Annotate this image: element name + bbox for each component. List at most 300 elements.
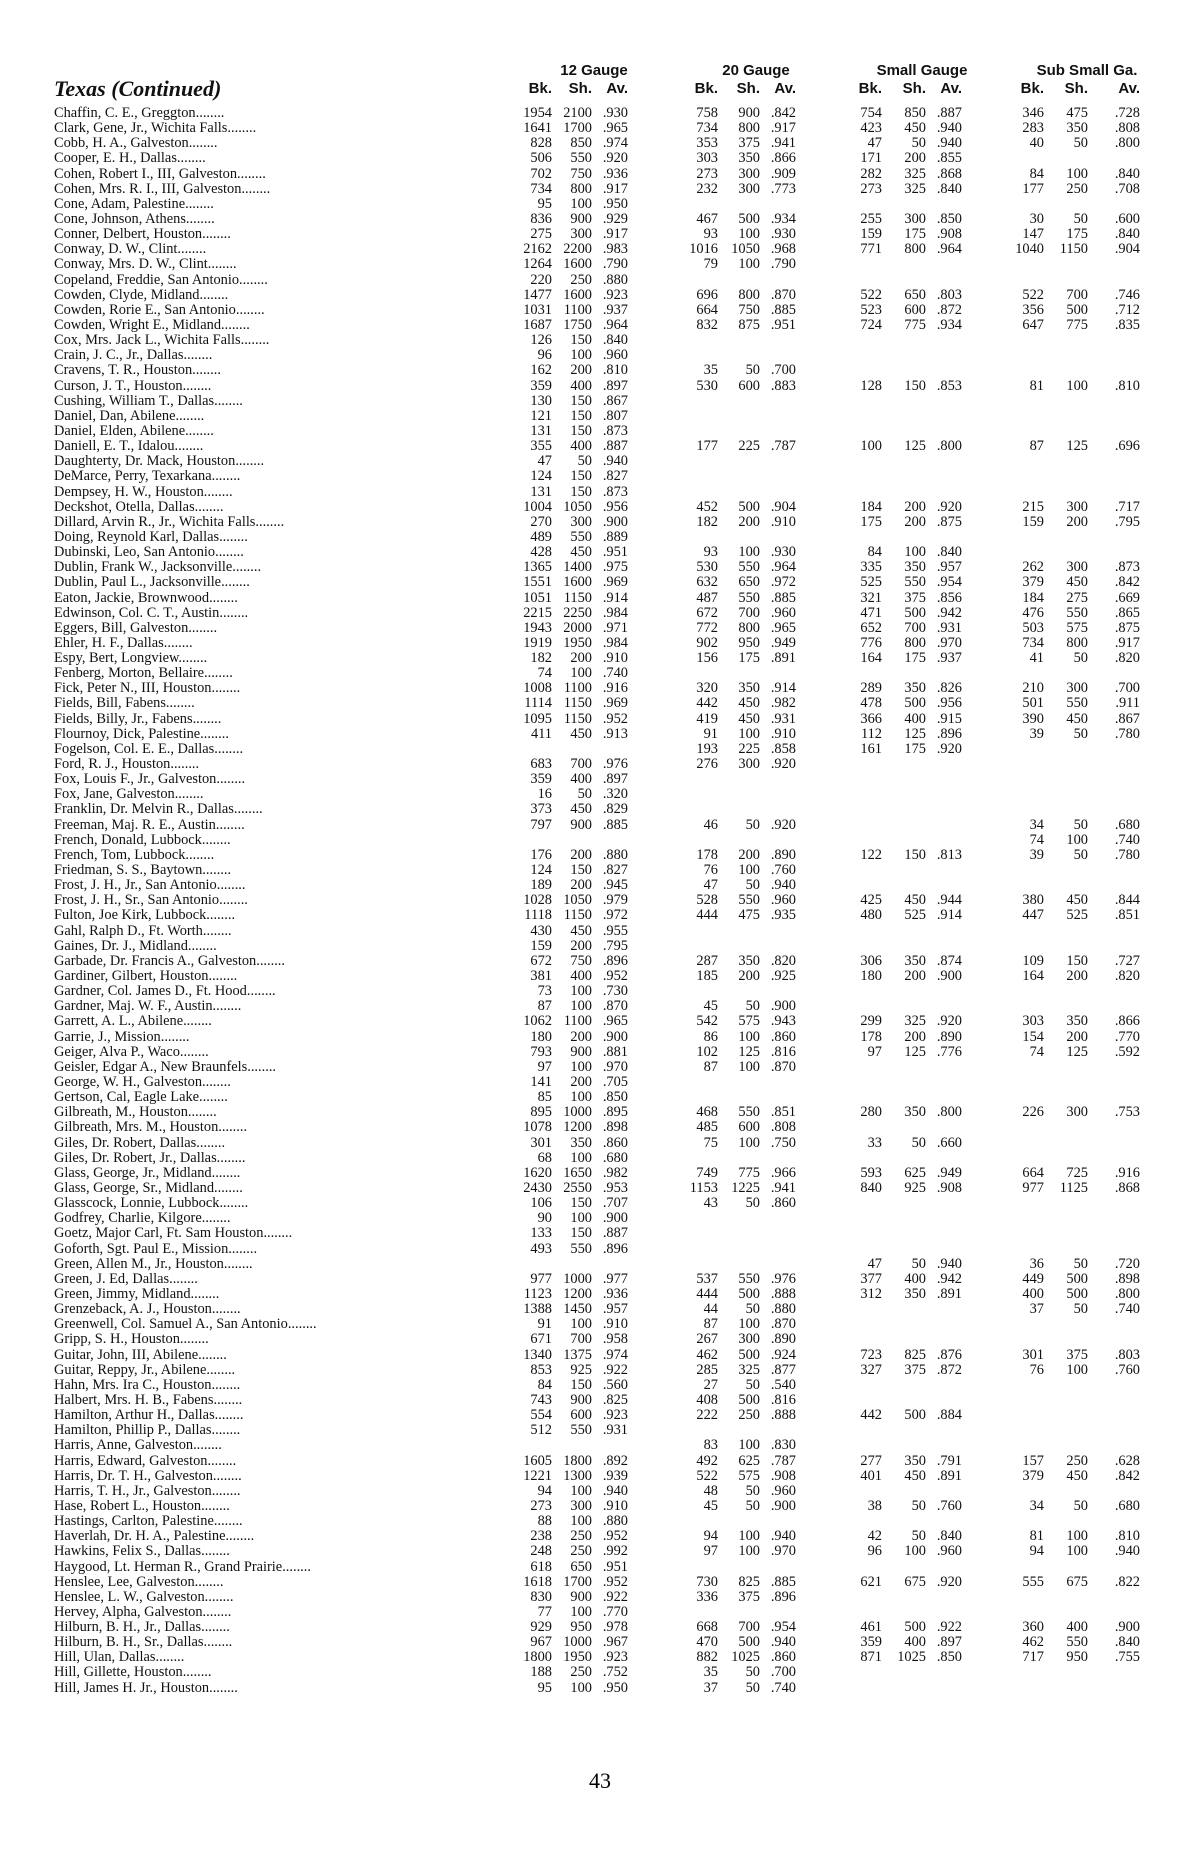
cell-broken: 758 [696,105,718,121]
section-title: Texas (Continued) [54,76,222,101]
cell-shot: 350 [1066,1013,1088,1030]
cell-shot: 175 [904,740,926,757]
cell-broken: 1062 [523,1013,552,1030]
cell-broken: 124 [530,862,552,879]
cell-shot: 1750 [563,316,592,333]
cell-average: .872 [936,1361,962,1378]
cell-broken: 97 [867,1043,882,1060]
cell-shot: 450 [570,725,592,742]
cell-average: .941 [770,135,796,152]
col-header-av: Av. [1118,80,1140,97]
table-row [54,439,1160,454]
cell-average: .813 [936,846,962,863]
cell-average: .930 [770,544,796,561]
cell-broken: 523 [860,301,882,318]
cell-broken: 87 [537,998,552,1015]
cell-average: .900 [936,968,962,985]
cell-average: .680 [1114,1497,1140,1514]
table-row [54,1257,1160,1272]
cell-broken: 1641 [523,120,552,137]
cell-average: .917 [770,120,796,137]
cell-broken: 373 [530,801,552,818]
cell-average: .940 [936,1255,962,1272]
shooter-name: Cowden, Wright E., Midland........ [54,317,250,333]
shooter-name: Doing, Reynold Karl, Dallas........ [54,529,248,545]
cell-average: .770 [602,1603,628,1620]
table-row [54,1045,1160,1060]
cell-broken: 178 [696,846,718,863]
cell-shot: 500 [904,1619,926,1636]
shooter-name: Garbade, Dr. Francis A., Galveston........ [54,953,286,969]
table-row [54,1363,1160,1378]
cell-shot: 50 [577,786,592,803]
cell-broken: 1954 [523,105,552,121]
cell-shot: 400 [1066,1619,1088,1636]
cell-broken: 444 [696,1285,718,1302]
cell-broken: 1943 [523,619,552,636]
cell-broken: 77 [537,1603,552,1620]
cell-average: .860 [770,1649,796,1666]
cell-average: .923 [602,286,628,303]
cell-shot: 350 [904,680,926,697]
cell-shot: 1000 [563,1104,592,1121]
table-row [54,560,1160,575]
cell-average: .790 [602,256,628,273]
cell-shot: 900 [570,1043,592,1060]
cell-shot: 800 [738,120,760,137]
cell-shot: 700 [738,604,760,621]
shooter-name: Garrie, J., Mission........ [54,1029,190,1045]
table-row [54,227,1160,242]
cell-shot: 50 [1073,846,1088,863]
cell-broken: 492 [696,1452,718,1469]
cell-shot: 500 [1066,301,1088,318]
cell-average: .760 [770,862,796,879]
shooter-name: Gardner, Maj. W. F., Austin........ [54,999,242,1015]
cell-average: .908 [770,1467,796,1484]
cell-broken: 37 [1029,1301,1044,1318]
cell-shot: 225 [738,438,760,455]
cell-average: .940 [936,135,962,152]
table-row [54,1484,1160,1499]
cell-average: .915 [936,710,962,727]
shooter-name: Cooper, E. H., Dallas........ [54,151,206,167]
cell-broken: 47 [867,1255,882,1272]
cell-average: .920 [936,1013,962,1030]
cell-shot: 475 [738,907,760,924]
cell-shot: 850 [904,105,926,121]
cell-broken: 47 [537,453,552,470]
cell-shot: 1150 [1059,241,1088,258]
cell-average: .891 [770,650,796,667]
cell-shot: 900 [570,1588,592,1605]
shooter-name: Giles, Dr. Robert, Jr., Dallas........ [54,1150,246,1166]
cell-average: .952 [602,968,628,985]
cell-shot: 100 [570,195,592,212]
cell-average: .884 [936,1407,962,1424]
shooter-name: Halbert, Mrs. H. B., Fabens........ [54,1392,243,1408]
cell-broken: 830 [530,1588,552,1605]
cell-shot: 125 [738,1043,760,1060]
table-row [54,545,1160,560]
cell-average: .949 [770,634,796,651]
cell-shot: 100 [570,998,592,1015]
cell-average: .968 [770,241,796,258]
cell-broken: 871 [860,1649,882,1666]
cell-broken: 652 [860,619,882,636]
cell-shot: 550 [738,589,760,606]
table-row [54,621,1160,636]
shooter-name: Ehler, H. F., Dallas........ [54,635,193,651]
cell-average: .787 [770,1452,796,1469]
cell-shot: 50 [745,1679,760,1696]
cell-broken: 232 [696,180,718,197]
cell-broken: 164 [1022,968,1044,985]
cell-shot: 100 [570,983,592,1000]
cell-broken: 444 [696,907,718,924]
cell-broken: 467 [696,210,718,227]
cell-broken: 772 [696,619,718,636]
cell-average: .957 [936,559,962,576]
cell-broken: 273 [530,1497,552,1514]
cell-shot: 150 [570,1225,592,1242]
cell-shot: 100 [904,544,926,561]
cell-broken: 35 [703,362,718,379]
cell-average: .868 [936,165,962,182]
cell-broken: 2215 [523,604,552,621]
cell-shot: 100 [570,1210,592,1227]
shooter-name: Dempsey, H. W., Houston........ [54,484,233,500]
table-row [54,908,1160,923]
cell-average: .930 [602,105,628,121]
cell-shot: 750 [738,301,760,318]
shooter-name: Henslee, L. W., Galveston........ [54,1589,234,1605]
cell-average: .888 [770,1407,796,1424]
cell-shot: 1800 [563,1452,592,1469]
cell-average: .810 [1114,377,1140,394]
shooter-name: Copeland, Freddie, San Antonio........ [54,272,268,288]
cell-broken: 734 [1022,634,1044,651]
table-row [54,394,1160,409]
cell-broken: 977 [1022,1179,1044,1196]
table-row [54,106,1160,121]
cell-average: .760 [1114,1361,1140,1378]
cell-broken: 734 [696,120,718,137]
cell-shot: 1100 [563,1013,592,1030]
table-row [54,1226,1160,1241]
cell-average: .982 [602,1164,628,1181]
cell-shot: 750 [570,952,592,969]
table-row [54,1408,1160,1423]
cell-broken: 222 [696,1407,718,1424]
page-number: 43 [589,1768,611,1793]
cell-average: .816 [770,1043,796,1060]
table-row [54,1332,1160,1347]
cell-broken: 185 [696,968,718,985]
table-row [54,742,1160,757]
shooter-name: Curson, J. T., Houston........ [54,378,212,394]
cell-broken: 238 [530,1528,552,1545]
cell-shot: 50 [745,1664,760,1681]
cell-broken: 96 [537,347,552,364]
cell-average: .967 [602,1634,628,1651]
table-row [54,1529,1160,1544]
cell-broken: 929 [530,1619,552,1636]
table-row [54,121,1160,136]
cell-average: .896 [936,725,962,742]
cell-broken: 177 [1022,180,1044,197]
cell-broken: 702 [530,165,552,182]
cell-average: .866 [1114,1013,1140,1030]
shooter-name: Cohen, Mrs. R. I., III, Galveston........ [54,181,271,197]
cell-average: .880 [602,1513,628,1530]
cell-shot: 100 [570,1482,592,1499]
cell-shot: 100 [738,1058,760,1075]
cell-broken: 42 [867,1528,882,1545]
cell-broken: 1078 [523,1119,552,1136]
cell-average: .896 [602,952,628,969]
cell-average: .966 [770,1164,796,1181]
cell-average: .924 [770,1346,796,1363]
cell-shot: 50 [911,1134,926,1151]
cell-average: .746 [1114,286,1140,303]
cell-shot: 200 [738,513,760,530]
cell-average: .923 [602,1649,628,1666]
table-row [54,1605,1160,1620]
cell-broken: 442 [696,695,718,712]
cell-broken: 503 [1022,619,1044,636]
cell-broken: 175 [860,513,882,530]
shooter-name: Franklin, Dr. Melvin R., Dallas........ [54,802,263,818]
cell-shot: 100 [738,1028,760,1045]
cell-shot: 550 [1066,1634,1088,1651]
gauge-header-20: 20 Gauge [722,62,790,79]
cell-shot: 525 [1066,907,1088,924]
table-row [54,651,1160,666]
cell-shot: 100 [738,226,760,243]
cell-broken: 91 [537,1316,552,1333]
cell-shot: 500 [738,1634,760,1651]
cell-average: .870 [770,1058,796,1075]
cell-shot: 100 [570,1149,592,1166]
table-row [54,257,1160,272]
cell-broken: 147 [1022,226,1044,243]
cell-shot: 500 [738,498,760,515]
cell-average: .911 [1115,695,1140,712]
cell-average: .939 [602,1467,628,1484]
shooter-name: Hastings, Carlton, Palestine........ [54,1514,243,1530]
cell-shot: 375 [738,135,760,152]
cell-average: .900 [1114,1619,1140,1636]
cell-broken: 184 [1022,589,1044,606]
cell-average: .940 [936,120,962,137]
cell-shot: 100 [570,1058,592,1075]
cell-shot: 950 [570,1619,592,1636]
cell-broken: 102 [696,1043,718,1060]
cell-average: .780 [1114,846,1140,863]
cell-average: .760 [936,1497,962,1514]
shooter-name: Hase, Robert L., Houston........ [54,1498,230,1514]
cell-broken: 1388 [523,1301,552,1318]
cell-shot: 800 [738,286,760,303]
cell-broken: 285 [696,1361,718,1378]
shooter-name: DeMarce, Perry, Texarkana........ [54,469,241,485]
cell-broken: 177 [696,438,718,455]
shooter-name: Cowden, Clyde, Midland........ [54,287,229,303]
cell-broken: 1340 [523,1346,552,1363]
cell-average: .891 [936,1467,962,1484]
table-row [54,1136,1160,1151]
cell-shot: 875 [738,316,760,333]
cell-shot: 300 [738,180,760,197]
cell-shot: 225 [738,740,760,757]
cell-shot: 50 [745,816,760,833]
cell-average: .940 [770,877,796,894]
cell-shot: 1125 [1059,1179,1088,1196]
cell-average: .856 [936,589,962,606]
shooter-name: Dublin, Paul L., Jacksonville........ [54,575,250,591]
table-row [54,924,1160,939]
cell-broken: 301 [530,1134,552,1151]
cell-shot: 150 [904,377,926,394]
cell-broken: 47 [703,877,718,894]
cell-shot: 50 [911,1255,926,1272]
cell-broken: 27 [703,1376,718,1393]
cell-average: .791 [936,1452,962,1469]
cell-shot: 400 [570,771,592,788]
cell-broken: 320 [696,680,718,697]
cell-shot: 375 [904,1361,926,1378]
table-row [54,802,1160,817]
cell-broken: 87 [1029,438,1044,455]
cell-average: .842 [1114,574,1140,591]
cell-shot: 2550 [563,1179,592,1196]
cell-shot: 50 [745,1301,760,1318]
cell-average: .936 [602,1285,628,1302]
shooter-name: Daniell, E. T., Idalou........ [54,439,204,455]
cell-average: .904 [1114,241,1140,258]
cell-shot: 1950 [563,1649,592,1666]
cell-average: .820 [1114,968,1140,985]
cell-shot: 50 [745,362,760,379]
cell-shot: 775 [904,316,926,333]
cell-average: .874 [936,952,962,969]
cell-broken: 312 [860,1285,882,1302]
cell-average: .953 [602,1179,628,1196]
cell-shot: 150 [570,1376,592,1393]
table-row [54,1438,1160,1453]
table-row [54,454,1160,469]
cell-shot: 50 [1073,725,1088,742]
cell-broken: 1264 [523,256,552,273]
shooter-name: Grenzeback, A. J., Houston........ [54,1302,241,1318]
cell-average: .909 [770,165,796,182]
cell-broken: 471 [860,604,882,621]
cell-average: .755 [1114,1649,1140,1666]
cell-average: .867 [602,392,628,409]
shooter-name: Fox, Louis F., Jr., Galveston........ [54,772,246,788]
cell-average: .800 [1114,135,1140,152]
cell-average: .877 [770,1361,796,1378]
cell-shot: 50 [1073,1497,1088,1514]
cell-average: .952 [602,1528,628,1545]
cell-broken: 462 [1022,1634,1044,1651]
cell-broken: 327 [860,1361,882,1378]
cell-shot: 500 [738,1391,760,1408]
table-row [54,167,1160,182]
table-row [54,182,1160,197]
cell-broken: 1114 [524,695,552,712]
cell-broken: 359 [530,771,552,788]
cell-shot: 50 [745,998,760,1015]
cell-average: .964 [602,316,628,333]
cell-average: .875 [1114,619,1140,636]
cell-shot: 300 [1066,498,1088,515]
cell-shot: 200 [570,362,592,379]
shooter-name: Fulton, Joe Kirk, Lubbock........ [54,908,236,924]
cell-shot: 50 [745,877,760,894]
cell-broken: 37 [703,1679,718,1696]
cell-shot: 100 [1066,377,1088,394]
cell-broken: 537 [696,1270,718,1287]
cell-shot: 50 [911,135,926,152]
cell-broken: 452 [696,498,718,515]
cell-average: .727 [1114,952,1140,969]
cell-broken: 967 [530,1634,552,1651]
table-row [54,303,1160,318]
cell-broken: 447 [1022,907,1044,924]
cell-broken: 273 [860,180,882,197]
gauge-header-sub-small: Sub Small Ga. [1036,62,1138,79]
shooter-name: Deckshot, Otella, Dallas........ [54,499,224,515]
cell-broken: 618 [530,1558,552,1575]
cell-average: .868 [1114,1179,1140,1196]
cell-broken: 353 [696,135,718,152]
col-header-av: Av. [606,80,628,97]
cell-shot: 200 [904,498,926,515]
cell-shot: 100 [570,1603,592,1620]
shooter-name: Fick, Peter N., III, Houston........ [54,681,241,697]
cell-broken: 91 [703,725,718,742]
table-row [54,1302,1160,1317]
cell-average: .800 [936,438,962,455]
cell-shot: 125 [1066,438,1088,455]
table-row [54,1514,1160,1529]
cell-average: .908 [936,1179,962,1196]
shooter-name: Conner, Delbert, Houston........ [54,227,231,243]
shooter-name: Glasscock, Lonnie, Lubbock........ [54,1196,249,1212]
cell-broken: 154 [1022,1028,1044,1045]
cell-average: .628 [1114,1452,1140,1469]
table-row [54,712,1160,727]
cell-average: .891 [936,1285,962,1302]
cell-broken: 100 [860,438,882,455]
cell-broken: 734 [530,180,552,197]
cell-average: .827 [602,468,628,485]
cell-broken: 180 [860,968,882,985]
table-row [54,1060,1160,1075]
cell-shot: 850 [570,135,592,152]
cell-average: .680 [602,1149,628,1166]
cell-average: .885 [770,301,796,318]
table-row [54,1544,1160,1559]
cell-shot: 1600 [563,574,592,591]
col-header-bk: Bk. [858,80,882,97]
cell-shot: 1700 [563,120,592,137]
cell-broken: 41 [1029,650,1044,667]
table-row [54,1196,1160,1211]
cell-average: .669 [1114,589,1140,606]
